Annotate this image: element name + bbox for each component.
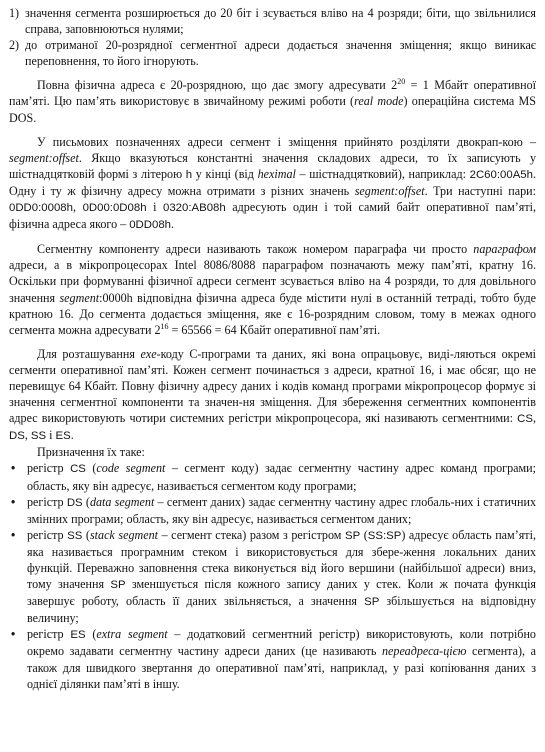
paragraph-physical-address: Повна фізична адреса є 20-розрядною, що дає змогу адресувати $2^{20} = 1$ Мбайт оперативної пам’яті. Цю пам’ять використовує в звичайному режимі роботи (real mode) операційна система MS DOS. xyxy=(9,77,537,125)
register-list xyxy=(9,460,536,691)
paragraph-purpose-intro: Призначення їх таке: xyxy=(37,445,145,460)
list-item-ss: • регістр SS (stack segment – сегмент стека) разом з регістром SP (SS:SP) адресує область пам’яті, яка називається програмним стеком і використовується для збере-ження локальних даних функцій. Переважно заповнення стека виконується від його вершини (найбільшої адреси) вниз, тому значення SP зменшується після кожного запису даних у стек. Коли ж почата функція завершує роботу, область її даних звільняється, а значення SP збільшується на відповідну величину; xyxy=(11,527,536,626)
bullet-mark: • xyxy=(11,461,16,476)
list-item-ds: • регістр DS (data segment – сегмент даних) задає сегментну частину адрес глобаль-них і статичних змінних програми; область, яку він адресує, називається сегментом даних; xyxy=(11,494,536,526)
numbered-item-2 xyxy=(9,37,536,69)
paragraph-segment-registers: Для розташування exe-коду С-програми та даних, які вона опрацьовує, виді-ляються окремі сегменти оперативної пам’яті. Кожен сегмент починається з адреси, кратної 16, і має обсяг, що не перевищує 64 Кбайт. Повну фізичну адресу даних і кодів команд програми мікропроцесор формує зі значення сегментної компоненти та значен-ня зміщення. Для збереження сегментних компонентів адрес використовують чотири системних регістри мікропроцесора, які називають сегментними: CS, DS, SS і ES. xyxy=(9,346,536,443)
item-number: 2) xyxy=(9,38,20,53)
numbered-item-1 xyxy=(9,5,536,37)
paragraph-segment-offset: У письмових позначеннях адреси сегмент і зміщення прийнято розділяти двокрап-кою – segment:offset. Якщо вказуються константні значення складових адреси, то їх записують у шістнадцятковій формі з літерою h у кінці (від heximal – шістнадцятковий), наприклад: 2C60:00A5h. Одну і ту ж фізичну адресу можна отримати з різних значень segment:offset. Три наступні пари: 0DD0:0008h, 0D00:0D08h і 0320:AB08h адресують один і той самий байт оперативної пам’яті, фізична адреса якого – 0DD08h. xyxy=(9,134,536,232)
item-text: значення сегмента розширюється до 20 біт і зсувається вліво на 4 розряди; біти, що звільнилися справа, заповнюються нулями; xyxy=(25,6,536,37)
item-text: до отриманої 20-розрядної сегментної адреси додається значення зміщення; якщо виникає переповнення, то його ігнорують. xyxy=(25,38,536,69)
bullet-mark: • xyxy=(11,627,16,642)
item-number: 1) xyxy=(9,6,20,20)
list-item-es: • регістр ES (extra segment – додатковий сегментний регістр) використовують, коли потрібно окремо задавати сегментну частину адреси даних (це називають переадреса-цією сегмента), а також для швидкого звертання до оперативної пам’яті, наприклад, у разі копіювання даних з однієї ділянки пам’яті в іншу. xyxy=(11,627,536,691)
list-item-cs: • регістр CS (code segment – сегмент коду) задає сегментну частину адрес команд програми; область, яку він адресує, називається сегментом коду програми; xyxy=(11,461,537,493)
paragraph-paragraph-number: Сегментну компоненту адреси називають також номером параграфа чи просто параграфом адреси, а в мікропроцесорах Intel 8086/8088 параграфом позначають межу пам’яті, кратну 16. Оскільки при формуванні фізичної адреси сегмент зсувається вліво на 4 розряди, то для довільного значення segment:0000h відповідна фізична адреса буде містити нулі в останній тетраді, тобто буде кратною 16. До сегмента додається зміщення, яке є 16-розрядним словом, тому в межах одного сегмента можна адресувати $2^{16} = 65566 = 64$ Кбайт оперативної пам’яті. xyxy=(9,242,536,337)
bullet-mark: • xyxy=(11,494,16,509)
bullet-mark: • xyxy=(11,527,16,542)
